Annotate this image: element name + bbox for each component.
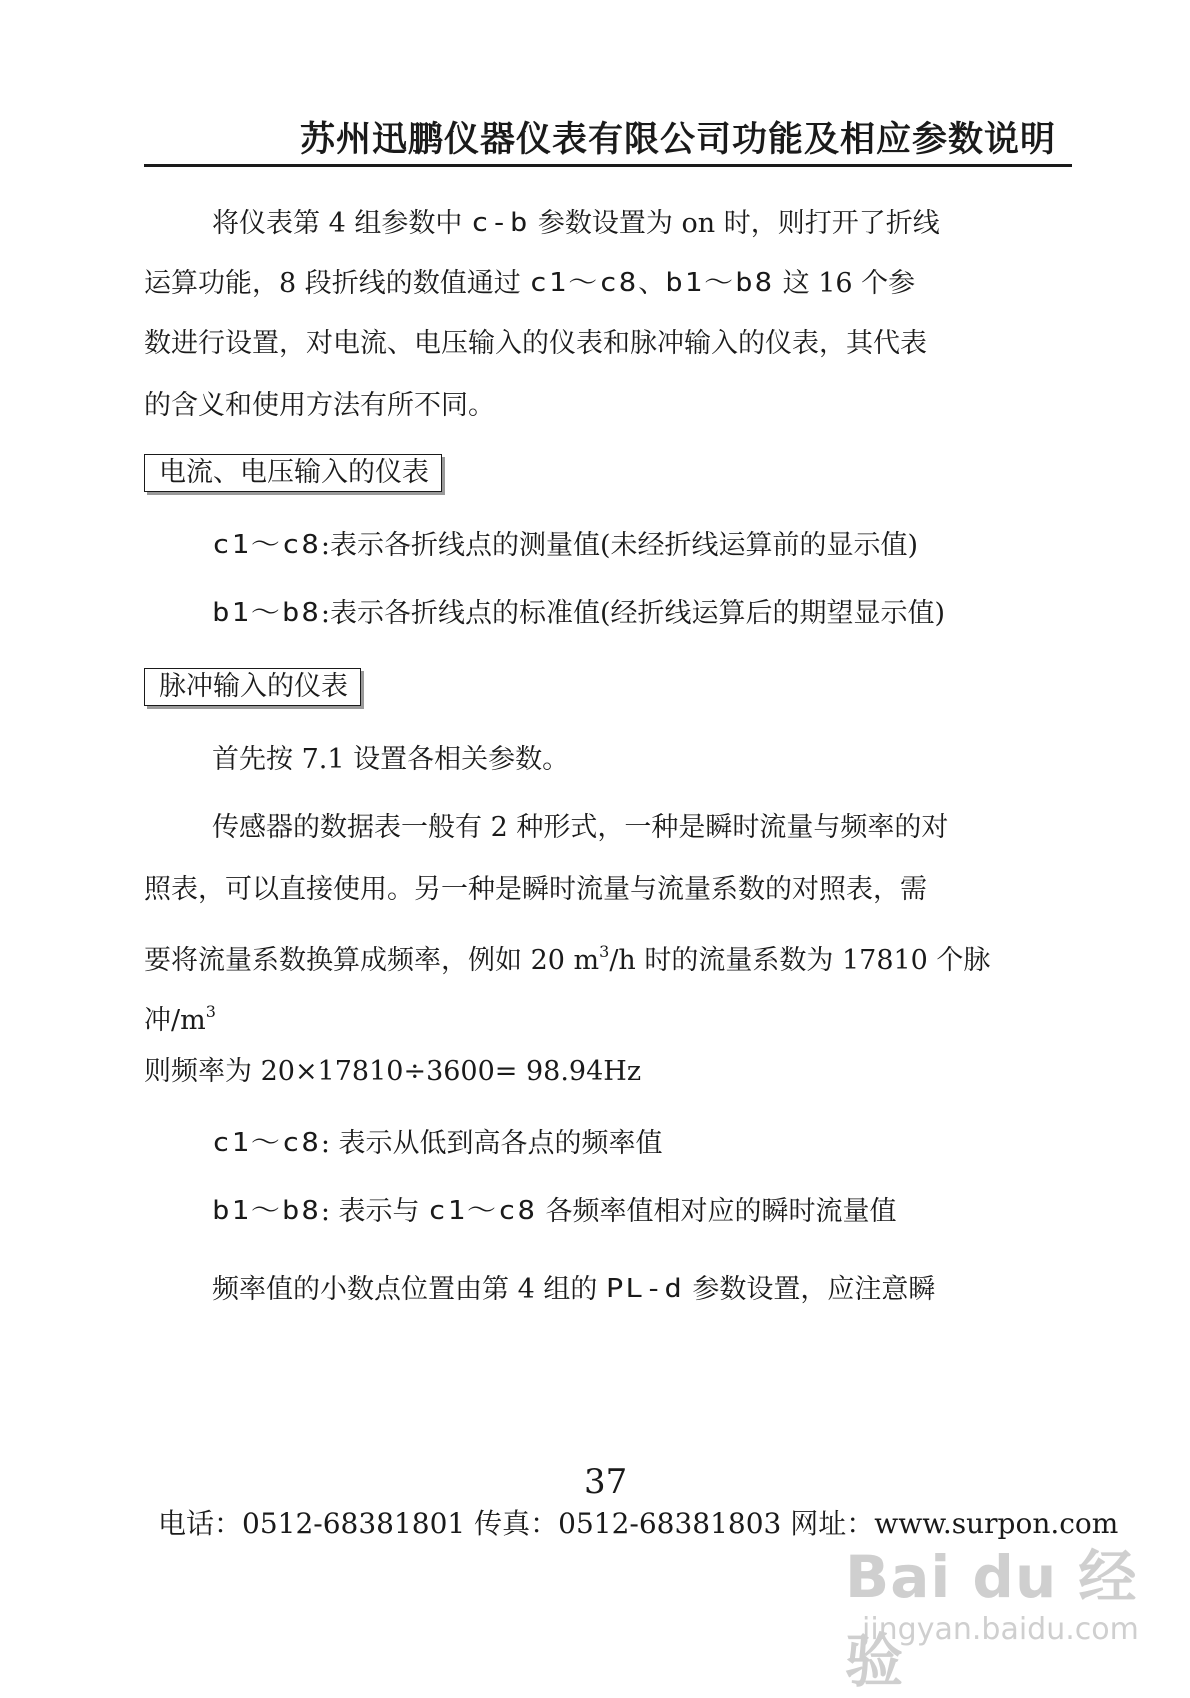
segment-code: c1～c8 <box>212 528 321 560</box>
text: 频率值的小数点位置由第 4 组的 <box>212 1274 606 1305</box>
text: 各频率值相对应的瞬时流量值 <box>536 1196 897 1227</box>
section2-p2-line3 <box>144 934 990 979</box>
segment-code: b1～b8 <box>212 596 321 628</box>
section2-item2 <box>212 1192 897 1230</box>
section2-p1: 首先按 7.1 设置各相关参数。 <box>212 744 570 775</box>
para1-line3: 数进行设置，对电流、电压输入的仪表和脉冲输入的仪表，其代表 <box>144 328 927 359</box>
text: : 表示从低到高各点的频率值 <box>320 1128 663 1159</box>
watermark-url: jingyan.baidu.com <box>862 1612 1139 1647</box>
watermark-logo-text: Bai du 经验 <box>845 1543 1138 1695</box>
text: 要将流量系数换算成频率，例如 20 m <box>144 945 600 976</box>
text: 冲/m <box>144 1005 206 1036</box>
segment-code: b1～b8 <box>665 266 775 298</box>
text: 参数设置为 on 时，则打开了折线 <box>529 208 940 239</box>
segment-code: c-b <box>470 206 530 238</box>
text: 参数设置，应注意瞬 <box>683 1274 936 1305</box>
section2-p3 <box>212 1270 935 1308</box>
text: 这 16 个参 <box>774 268 916 299</box>
section2-p2-line4 <box>144 994 216 1039</box>
text: :表示各折线点的标准值(经折线运算后的期望显示值) <box>320 598 946 629</box>
para1-line1 <box>212 204 940 242</box>
text: /h 时的流量系数为 17810 个脉 <box>609 945 991 976</box>
segment-code: c1～c8 <box>212 1126 321 1158</box>
segment-code: c1～c8 <box>428 1194 537 1226</box>
para1-line2 <box>144 264 915 302</box>
text: : 表示与 <box>320 1196 429 1227</box>
segment-code: c1～c8 <box>529 266 639 298</box>
text: 将仪表第 4 组参数中 <box>212 208 471 239</box>
section2-p2-line2: 照表，可以直接使用。另一种是瞬时流量与流量系数的对照表，需 <box>144 874 927 905</box>
segment-code: PL-d <box>605 1272 684 1304</box>
header-rule <box>144 164 1072 167</box>
section-label-pulse: 脉冲输入的仪表 <box>144 668 361 706</box>
text: 运算功能，8 段折线的数值通过 <box>144 268 530 299</box>
page-number: 37 <box>584 1462 628 1502</box>
section1-item1 <box>212 526 918 564</box>
footer-contact: 电话：0512-68381801 传真：0512-68381803 网址：www.surpon.com <box>158 1507 1119 1540</box>
text: :表示各折线点的测量值(未经折线运算前的显示值) <box>320 530 919 561</box>
section-label-voltage-current: 电流、电压输入的仪表 <box>144 454 442 492</box>
text: 、 <box>638 268 666 299</box>
section1-item2 <box>212 594 945 632</box>
page-header-title: 苏州迅鹏仪器仪表有限公司功能及相应参数说明 <box>299 119 1056 160</box>
superscript: 3 <box>205 1002 216 1021</box>
para1-line4: 的含义和使用方法有所不同。 <box>144 390 495 421</box>
formula-line: 则频率为 20×17810÷3600= 98.94Hz <box>144 1056 642 1087</box>
superscript: 3 <box>599 942 610 961</box>
segment-code: b1～b8 <box>212 1194 321 1226</box>
section2-item1 <box>212 1124 663 1162</box>
section2-p2-line1: 传感器的数据表一般有 2 种形式，一种是瞬时流量与频率的对 <box>212 812 949 843</box>
